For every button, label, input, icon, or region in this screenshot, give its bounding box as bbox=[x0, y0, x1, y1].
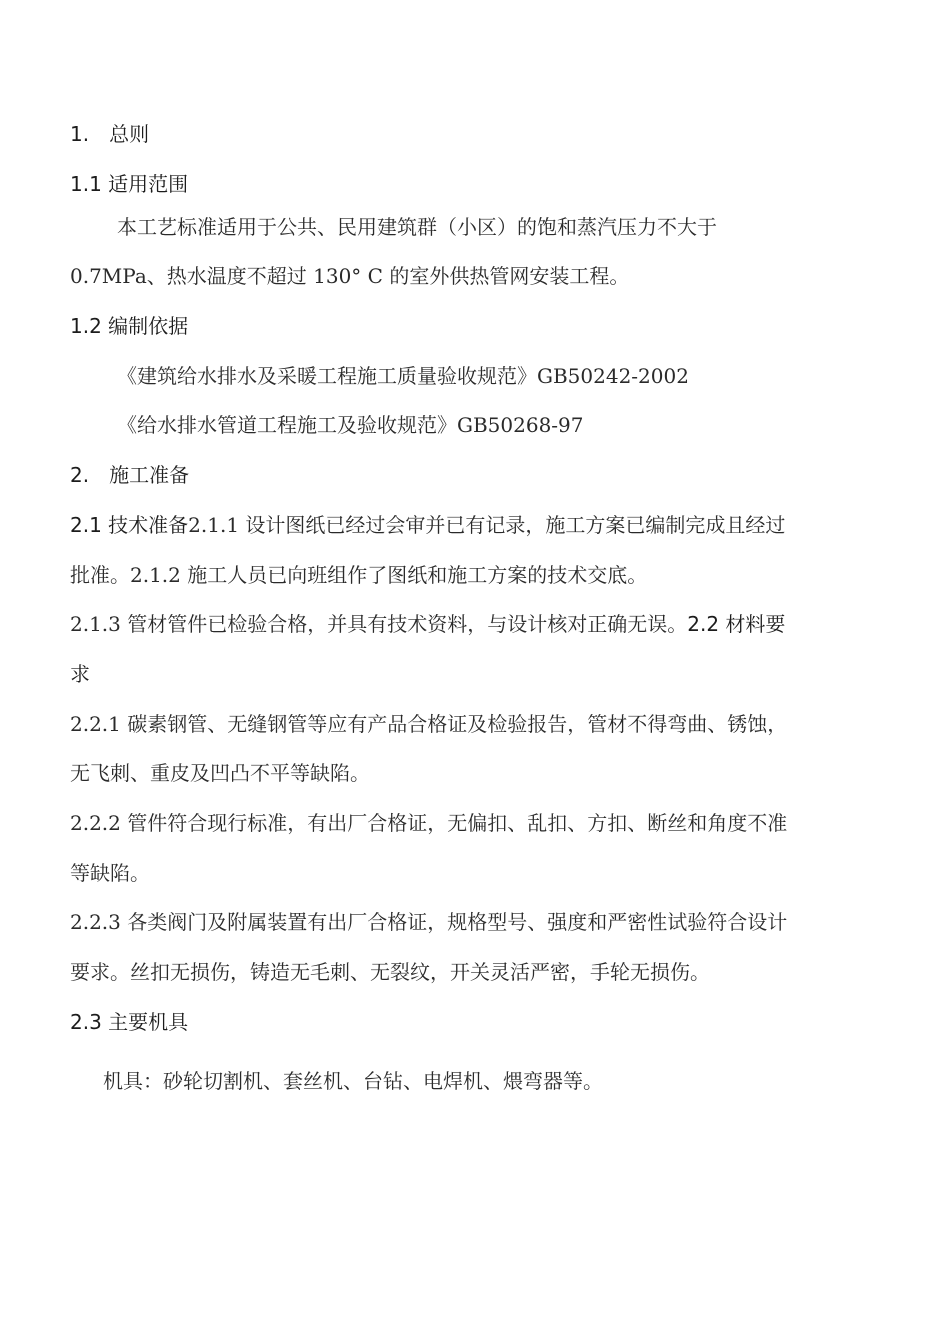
section-1-1-body-line2: 0.7MPa、热水温度不超过 130° C 的室外供热管网安装工程。 bbox=[70, 264, 630, 288]
reference-1: 《建筑给水排水及采暖工程施工质量验收规范》GB50242-2002 bbox=[117, 364, 689, 388]
section-2-3-body: 机具：砂轮切割机、套丝机、台钻、电焊机、煨弯器等。 bbox=[103, 1069, 603, 1093]
item-2-2-3-line1: 2.2.3 各类阀门及附属装置有出厂合格证，规格型号、强度和严密性试验符合设计 bbox=[70, 910, 788, 934]
section-2-3-heading: 2.3 主要机具 bbox=[70, 1010, 189, 1034]
item-2-2-1-line1: 2.2.1 碳素钢管、无缝钢管等应有产品合格证及检验报告，管材不得弯曲、锈蚀， bbox=[70, 712, 788, 736]
section-1-1-heading: 1.1 适用范围 bbox=[70, 172, 189, 196]
section-2-heading bbox=[70, 462, 189, 488]
section-2-number: 2. bbox=[70, 463, 90, 487]
section-2-1-heading: 2.1 技术准备 bbox=[70, 513, 189, 537]
section-1-1-body-line1: 本工艺标准适用于公共、民用建筑群（小区）的饱和蒸汽压力不大于 bbox=[117, 215, 717, 239]
item-2-1-3: 2.1.3 管材管件已检验合格，并具有技术资料，与设计核对正确无误。 bbox=[70, 612, 688, 636]
section-1-number: 1. bbox=[70, 122, 90, 146]
item-2-2-2-line2: 等缺陷。 bbox=[70, 861, 150, 885]
section-1-heading bbox=[70, 121, 149, 147]
item-2-1-1: 2.1.1 设计图纸已经过会审并已有记录，施工方案已编制完成且经过 bbox=[188, 513, 786, 537]
section-2-1-line1 bbox=[70, 512, 785, 539]
reference-2: 《给水排水管道工程施工及验收规范》GB50268-97 bbox=[117, 413, 584, 437]
section-1-title: 总则 bbox=[109, 122, 150, 146]
section-2-2-heading-part1: 2.2 材料要 bbox=[687, 612, 786, 636]
section-2-1-line2: 批准。2.1.2 施工人员已向班组作了图纸和施工方案的技术交底。 bbox=[70, 563, 648, 587]
section-1-2-heading: 1.2 编制依据 bbox=[70, 314, 189, 338]
item-2-2-1-line2: 无飞刺、重皮及凹凸不平等缺陷。 bbox=[70, 761, 370, 785]
section-2-1-line3 bbox=[70, 611, 785, 638]
item-2-2-3-line2: 要求。丝扣无损伤，铸造无毛刺、无裂纹，开关灵活严密，手轮无损伤。 bbox=[70, 960, 710, 984]
item-2-2-2-line1: 2.2.2 管件符合现行标准，有出厂合格证，无偏扣、乱扣、方扣、断丝和角度不准 bbox=[70, 811, 788, 835]
section-2-title: 施工准备 bbox=[109, 463, 190, 487]
section-2-2-heading-part2: 求 bbox=[70, 662, 90, 686]
